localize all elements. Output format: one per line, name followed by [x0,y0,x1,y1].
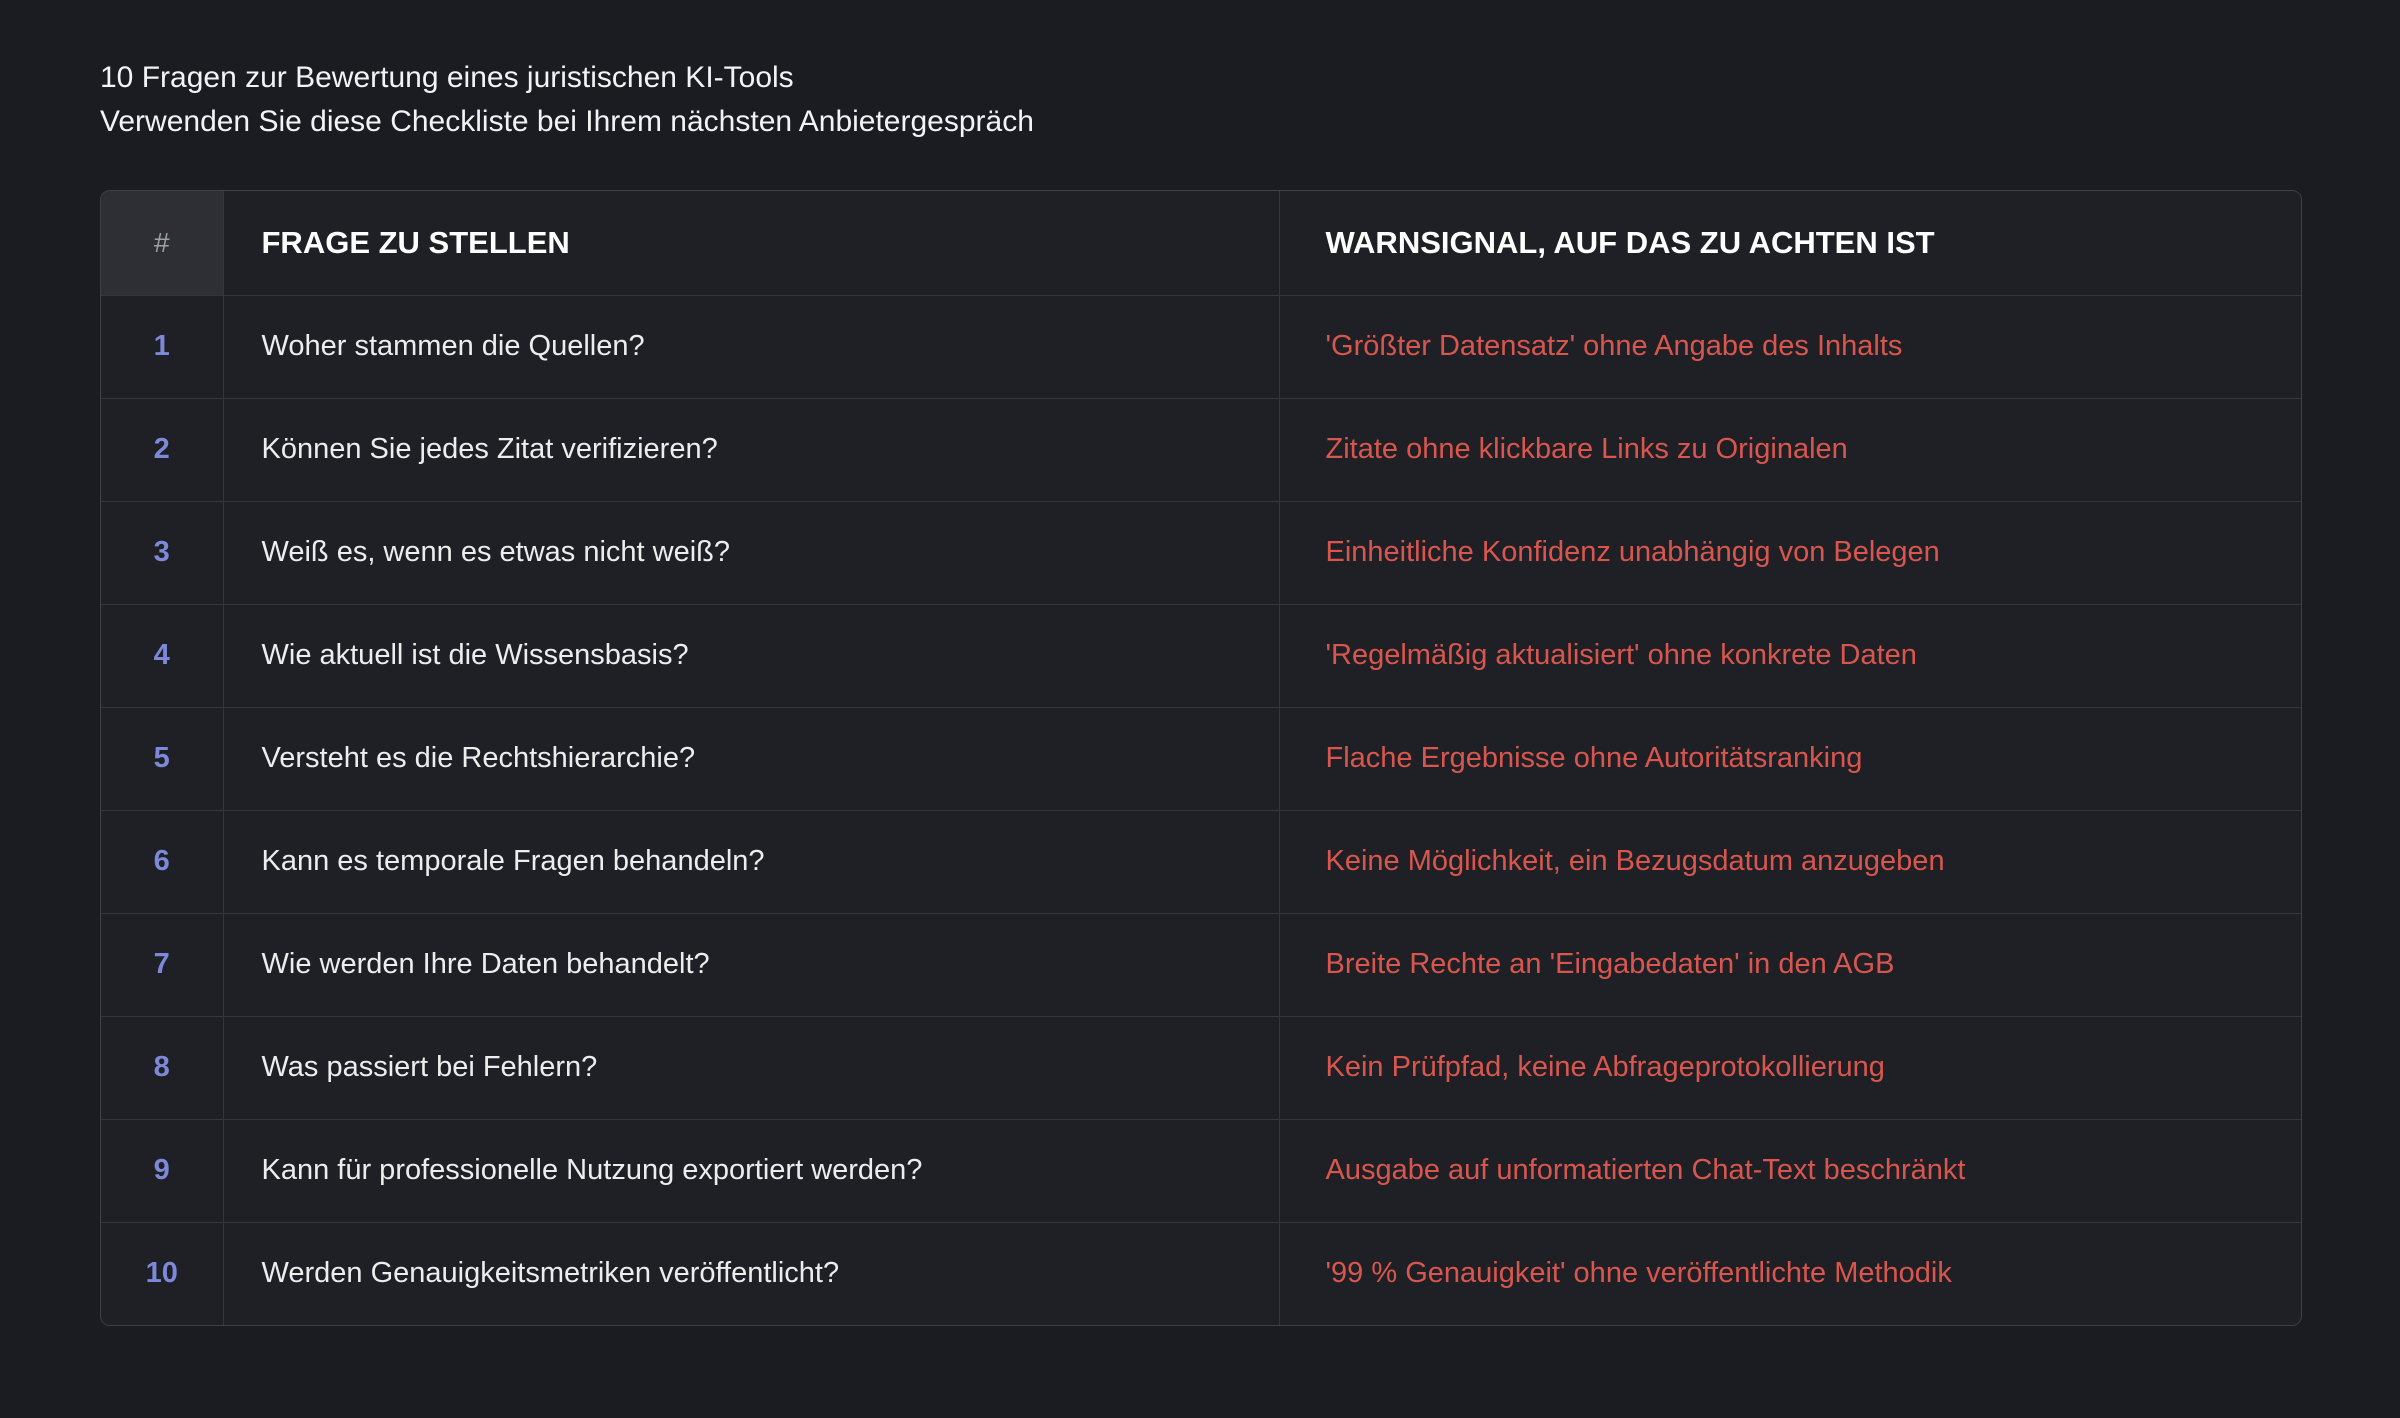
question-cell: Kann es temporale Fragen behandeln? [223,810,1279,913]
row-number: 3 [101,501,223,604]
warning-cell: 'Größter Datensatz' ohne Angabe des Inhalts [1279,295,2301,398]
header-warning: WARNSIGNAL, AUF DAS ZU ACHTEN IST [1279,191,2301,295]
page-intro [100,56,1034,144]
page-subtitle: Verwenden Sie diese Checkliste bei Ihrem nächsten Anbietergespräch [100,105,1034,138]
table-row [101,295,2301,398]
page-title: 10 Fragen zur Bewertung eines juristischen KI-Tools [100,61,794,94]
question-cell: Kann für professionelle Nutzung exportiert werden? [223,1119,1279,1222]
question-cell: Werden Genauigkeitsmetriken veröffentlicht? [223,1222,1279,1325]
warning-cell: 'Regelmäßig aktualisiert' ohne konkrete Daten [1279,604,2301,707]
question-cell: Woher stammen die Quellen? [223,295,1279,398]
header-row [101,191,2301,295]
question-cell: Was passiert bei Fehlern? [223,1016,1279,1119]
question-cell: Versteht es die Rechtshierarchie? [223,707,1279,810]
warning-cell: Zitate ohne klickbare Links zu Originalen [1279,398,2301,501]
header-question: FRAGE ZU STELLEN [223,191,1279,295]
warning-cell: Keine Möglichkeit, ein Bezugsdatum anzugeben [1279,810,2301,913]
header-number: # [101,191,223,295]
warning-cell: Ausgabe auf unformatierten Chat-Text beschränkt [1279,1119,2301,1222]
warning-cell: Flache Ergebnisse ohne Autoritätsranking [1279,707,2301,810]
table-row [101,1119,2301,1222]
row-number: 6 [101,810,223,913]
question-cell: Weiß es, wenn es etwas nicht weiß? [223,501,1279,604]
question-cell: Können Sie jedes Zitat verifizieren? [223,398,1279,501]
table-body [101,295,2301,1325]
question-cell: Wie werden Ihre Daten behandelt? [223,913,1279,1016]
warning-cell: Kein Prüfpfad, keine Abfrageprotokollierung [1279,1016,2301,1119]
table-row [101,707,2301,810]
table-row [101,398,2301,501]
question-cell: Wie aktuell ist die Wissensbasis? [223,604,1279,707]
row-number: 5 [101,707,223,810]
table-row [101,1016,2301,1119]
row-number: 7 [101,913,223,1016]
table-header [101,191,2301,295]
checklist-table-container [100,190,2302,1326]
row-number: 9 [101,1119,223,1222]
row-number: 10 [101,1222,223,1325]
row-number: 1 [101,295,223,398]
table-row [101,604,2301,707]
table-row [101,913,2301,1016]
row-number: 8 [101,1016,223,1119]
table-row [101,810,2301,913]
warning-cell: Einheitliche Konfidenz unabhängig von Belegen [1279,501,2301,604]
row-number: 4 [101,604,223,707]
warning-cell: Breite Rechte an 'Eingabedaten' in den AGB [1279,913,2301,1016]
table-row [101,1222,2301,1325]
checklist-table [101,191,2301,1325]
warning-cell: '99 % Genauigkeit' ohne veröffentlichte Methodik [1279,1222,2301,1325]
row-number: 2 [101,398,223,501]
table-row [101,501,2301,604]
